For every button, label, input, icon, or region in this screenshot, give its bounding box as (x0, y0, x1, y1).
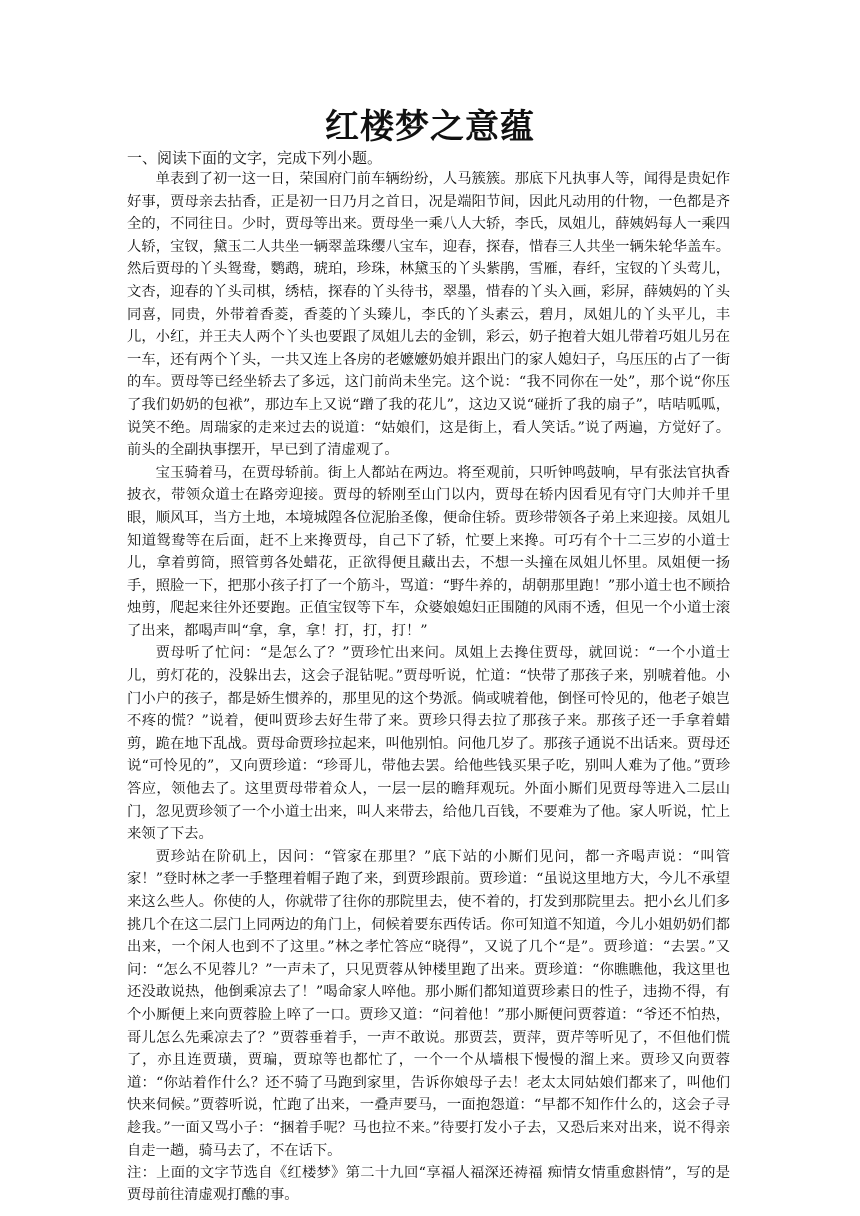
page-title: 红楼梦之意蕴 (325, 107, 535, 147)
source-note: 注：上面的文字节选自《红楼梦》第二十九回“享福人福深还祷福 痴情女情重愈斟情”，写的是贾母前往清虚观打醮的事。 (127, 1165, 730, 1204)
paragraph-4: 贾珍站在阶矶上，因问：“管家在那里？”底下站的小厮们见问，都一齐喝声说：“叫管家！”登时林之孝一手整理着帽子跑了来，到贾珍跟前。贾珍道：“虽说这里地方大，今儿不承望来这么些人。你使的人，你就带了往你的那院里去，使不着的，打发到那院里去。把小幺儿们多挑几个在这二层门上同两边的角门上，伺候着要东西传话。你可知道不知道，今儿小姐奶奶们都出来，一个闲人也到不了这里。”林之孝忙答应“晓得”，又说了几个“是”。贾珍道：“去罢。”又问：“怎么不见蓉儿？”一声未了，只见贾蓉从钟楼里跑了出来。贾珍道：“你瞧瞧他，我这里也还没敢说热，他倒乘凉去了！”喝命家人啐他。那小厮们都知道贾珍素日的性子，违拗不得，有个小厮便上来向贾蓉脸上啐了一口。贾珍又道：“问着他！”那小厮便问贾蓉道：“爷还不怕热，哥儿怎么先乘凉去了？”贾蓉垂着手，一声不敢说。那贾芸，贾萍，贾芹等听见了，不但他们慌了，亦且连贾璜，贾㻞，贾琼等也都忙了，一个一个从墙根下慢慢的溜上来。贾珍又向贾蓉道：“你站着作什么？还不骑了马跑到家里，告诉你娘母子去！老太太同姑娘们都来了，叫他们快来伺候。”贾蓉听说，忙跑了出来，一叠声要马，一面抱怨道：“早都不知作什么的，这会子寻趁我。”一面又骂小子：“捆着手呢？马也拉不来。”待要打发小子去，又恐后来对出来，说不得亲自走一趟，骑马去了，不在话下。 (127, 848, 730, 1159)
paragraph-1: 单表到了初一这一日，荣国府门前车辆纷纷，人马簇簇。那底下凡执事人等，闻得是贵妃作好事，贾母亲去拈香，正是初一日乃月之首日，况是端阳节间，因此凡动用的什物，一色都是齐全的，不同往日。少时，贾母等出来。贾母坐一乘八人大轿，李氏，凤姐儿，薛姨妈每人一乘四人轿，宝钗，黛玉二人共坐一辆翠盖珠缨八宝车，迎春，探春，惜春三人共坐一辆朱轮华盖车。然后贾母的丫头鸳鸯，鹦鹉，琥珀，珍珠，林黛玉的丫头紫鹃，雪雁，春纤，宝钗的丫头莺儿，文杏，迎春的丫头司棋，绣桔，探春的丫头待书，翠墨，惜春的丫头入画，彩屏，薛姨妈的丫头同喜，同贵，外带着香菱，香菱的丫头臻儿，李氏的丫头素云，碧月，凤姐儿的丫头平儿，丰儿，小红，并王夫人两个丫头也要跟了凤姐儿去的金钏，彩云，奶子抱着大姐儿带着巧姐儿另在一车，还有两个丫头，一共又连上各房的老嬷嬷奶娘并跟出门的家人媳妇子，乌压压的占了一街的车。贾母等已经坐轿去了多远，这门前尚未坐完。这个说：“我不同你在一处”，那个说“你压了我们奶奶的包袱”，那边车上又说“蹭了我的花儿”，这边又说“碰折了我的扇子”，咭咭呱呱，说笑不绝。周瑞家的走来过去的说道：“姑娘们，这是街上，看人笑话。”说了两遍，方觉好了。前头的全副执事摆开，早已到了清虚观了。 (127, 171, 730, 459)
paragraph-3: 贾母听了忙问：“是怎么了？”贾珍忙出来问。凤姐上去搀住贾母，就回说：“一个小道士儿，剪灯花的，没躲出去，这会子混钻呢。”贾母听说，忙道：“快带了那孩子来，别唬着他。小门小户的孩子，都是娇生惯养的，那里见的这个势派。倘或唬着他，倒怪可怜见的，他老子娘岂不疼的慌？”说着，便叫贾珍去好生带了来。贾珍只得去拉了那孩子来。那孩子还一手拿着蜡剪，跪在地下乱战。贾母命贾珍拉起来，叫他别怕。问他几岁了。那孩子通说不出话来。贾母还说“可怜见的”，又向贾珍道：“珍哥儿，带他去罢。给他些钱买果子吃，别叫人难为了他。”贾珍答应，领他去了。这里贾母带着众人，一层一层的瞻拜观玩。外面小厮们见贾母等进入二层山门，忽见贾珍领了一个小道士出来，叫人来带去，给他几百钱，不要难为了他。家人听说，忙上来领了下去。 (127, 645, 730, 843)
document-body (127, 148, 730, 1206)
section-header: 一、阅读下面的文字，完成下列小题。 (127, 149, 383, 167)
paragraph-2: 宝玉骑着马，在贾母轿前。街上人都站在两边。将至观前，只听钟鸣鼓响，早有张法官执香披衣，带领众道士在路旁迎接。贾母的轿刚至山门以内，贾母在轿内因看见有守门大帅并千里眼，顺风耳，当方土地，本境城隍各位泥胎圣像，便命住轿。贾珍带领各子弟上来迎接。凤姐儿知道鸳鸯等在后面，赶不上来搀贾母，自己下了轿，忙要上来搀。可巧有个十二三岁的小道士儿，拿着剪筒，照管剪各处蜡花，正欲得便且藏出去，不想一头撞在凤姐儿怀里。凤姐便一扬手，照脸一下，把那小孩子打了一个筋斗，骂道：“野牛养的，胡朝那里跑！”那小道士也不顾拾烛剪，爬起来往外还要跑。正值宝钗等下车，众婆娘媳妇正围随的风雨不透，但见一个小道士滚了出来，都喝声叫“拿，拿，拿！打，打，打！” (127, 464, 730, 639)
